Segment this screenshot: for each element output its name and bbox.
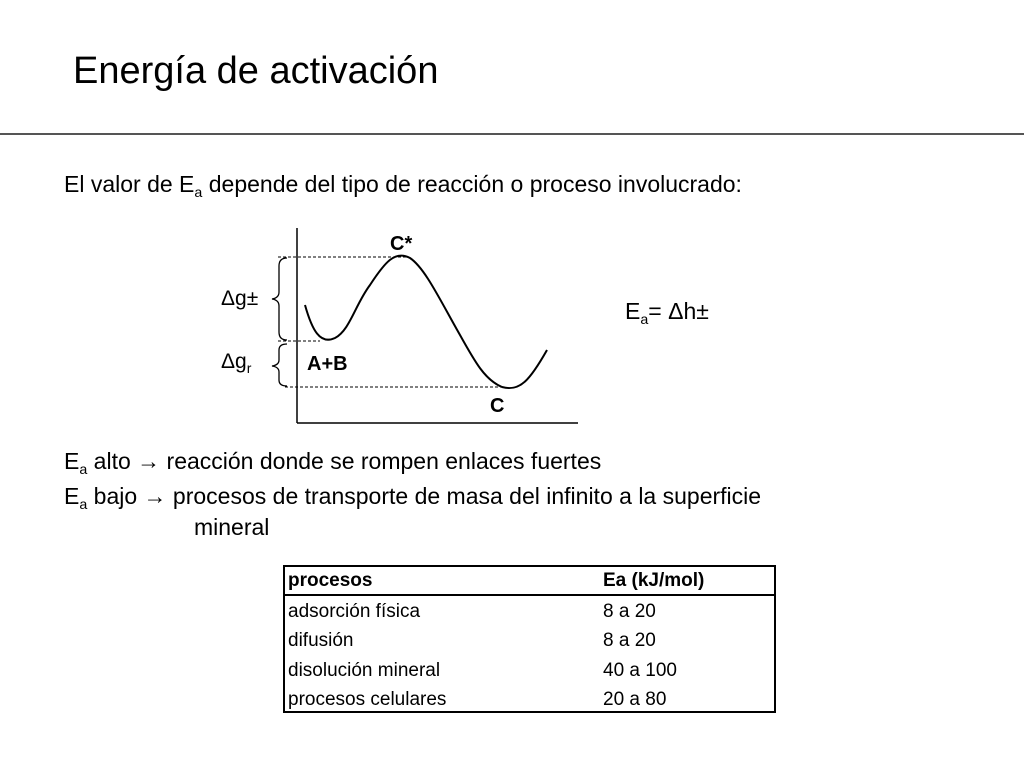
brace-reaction bbox=[272, 344, 287, 386]
table-cell-process: adsorción física bbox=[288, 600, 421, 622]
statement-high-text: alto → reacción donde se rompen enlaces fuertes bbox=[87, 448, 602, 474]
table-cell-process: difusión bbox=[288, 630, 354, 652]
table-cell-process: procesos celulares bbox=[288, 689, 447, 711]
statement-low-text: bajo → procesos de transporte de masa del infinito a la superficie bbox=[87, 483, 762, 509]
equation-lhs-subscript: a bbox=[640, 311, 649, 328]
statement-high-prefix: E bbox=[64, 448, 80, 474]
statement-high bbox=[64, 448, 602, 478]
label-dg-reaction-sub: r bbox=[246, 360, 252, 376]
table-row bbox=[285, 686, 774, 716]
intro-subscript: a bbox=[194, 184, 203, 201]
label-product: C bbox=[490, 395, 505, 417]
table-row bbox=[285, 656, 774, 686]
table-cell-ea: 8 a 20 bbox=[603, 630, 656, 652]
table-cell-process: disolución mineral bbox=[288, 659, 441, 681]
table-header-row bbox=[285, 567, 774, 596]
label-dg-activation: Δg± bbox=[221, 287, 259, 310]
table-header-ea: Ea (kJ/mol) bbox=[603, 569, 705, 591]
intro-after: depende del tipo de reacción o proceso involucrado: bbox=[202, 171, 742, 197]
activation-energy-table bbox=[283, 565, 776, 713]
table-body bbox=[285, 596, 774, 715]
label-reactant: A+B bbox=[307, 353, 348, 375]
label-dg-reaction bbox=[221, 350, 252, 376]
statement-low-prefix: E bbox=[64, 483, 80, 509]
table-cell-ea: 40 a 100 bbox=[603, 659, 677, 681]
equation-lhs: E bbox=[625, 298, 641, 324]
label-dg-reaction-main: Δg bbox=[221, 350, 247, 373]
statement-low-continuation: mineral bbox=[194, 514, 270, 540]
label-peak: C* bbox=[390, 233, 413, 255]
table-row bbox=[285, 597, 774, 627]
activation-equation bbox=[625, 298, 709, 328]
statement-low bbox=[64, 483, 762, 513]
page-title: Energía de activación bbox=[73, 50, 439, 92]
table-header-process: procesos bbox=[288, 569, 373, 591]
intro-before: El valor de E bbox=[64, 171, 195, 197]
statement-low-subscript: a bbox=[79, 496, 88, 513]
equation-rhs: = Δh± bbox=[648, 298, 709, 324]
table-row bbox=[285, 627, 774, 657]
statement-high-subscript: a bbox=[79, 461, 88, 478]
table-cell-ea: 20 a 80 bbox=[603, 689, 667, 711]
table-cell-ea: 8 a 20 bbox=[603, 600, 656, 622]
brace-activation bbox=[272, 258, 287, 340]
